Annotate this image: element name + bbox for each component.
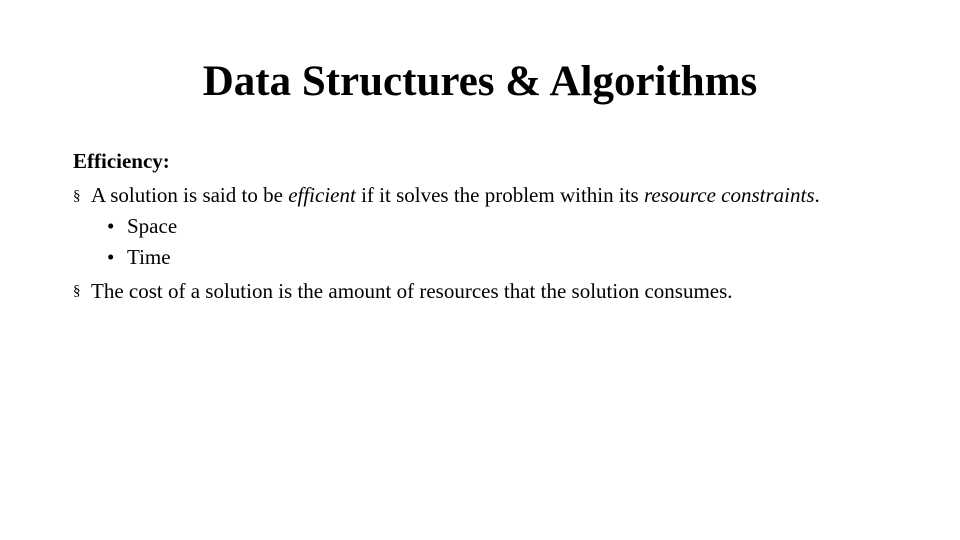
sub-list-item-label: Time bbox=[127, 245, 171, 269]
bullet-efficient-definition bbox=[73, 183, 881, 207]
section-bullet-icon: § bbox=[73, 283, 81, 299]
bullet-cost-definition bbox=[73, 276, 881, 306]
section-heading: Efficiency: bbox=[73, 149, 170, 173]
sub-list-item-time bbox=[73, 242, 881, 273]
slide-title: Data Structures & Algorithms bbox=[202, 58, 758, 105]
sub-list-item-label: Space bbox=[127, 214, 178, 238]
emphasis-resource-constraints: resource constraints bbox=[643, 183, 815, 207]
bullet-dot-icon: • bbox=[107, 214, 115, 238]
bullet-text-part: if it solves the problem within its bbox=[355, 183, 644, 207]
bullet-text-part: A solution is said to be bbox=[91, 183, 289, 207]
bullet-dot-icon: • bbox=[107, 245, 115, 269]
bullet-text: The cost of a solution is the amount of resources that the solution consumes. bbox=[91, 279, 733, 303]
bullet-text-part: . bbox=[814, 183, 820, 207]
emphasis-efficient: efficient bbox=[288, 183, 356, 207]
slide-body bbox=[73, 147, 881, 306]
section-bullet-icon: § bbox=[73, 188, 81, 204]
sub-list-item-space bbox=[73, 211, 881, 242]
resource-sub-list bbox=[73, 211, 881, 273]
